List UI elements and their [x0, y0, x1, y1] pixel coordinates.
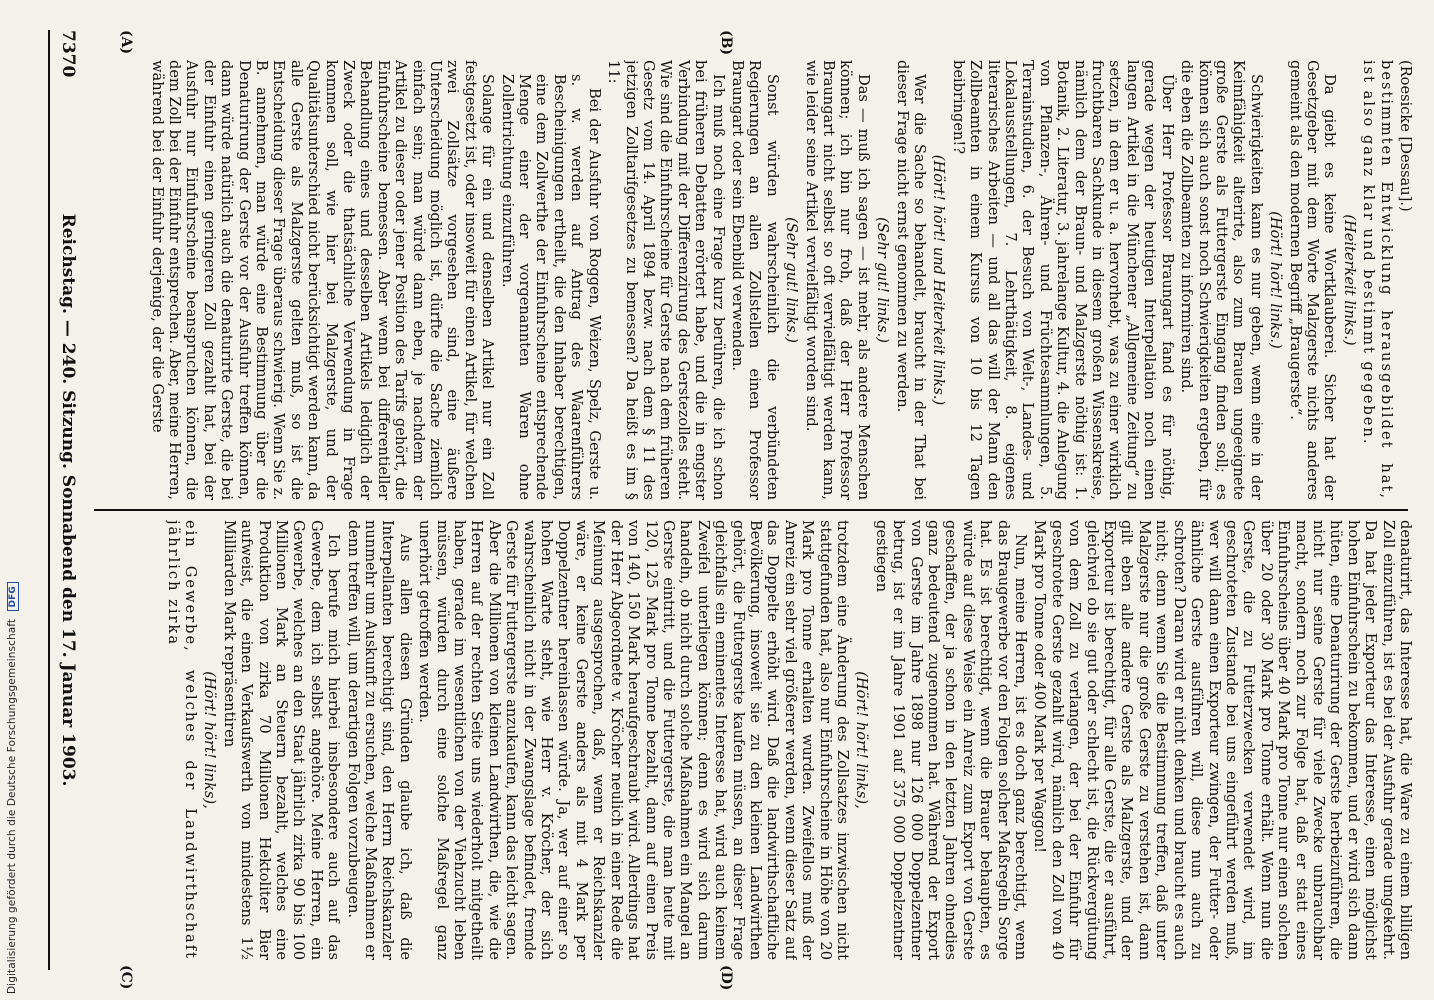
paragraph: bestimmten Entwicklung herausgebildet hat, ist also ganz klar und bestimmt gegeben.: [1360, 60, 1395, 500]
dfg-logo-icon: DFG: [7, 582, 19, 611]
margin-mark-c: (C): [118, 965, 134, 990]
column-divider: [94, 509, 1408, 511]
credit-text: Digitalisierung gefördert durch die Deutsche Forschungsgemeinschaft: [6, 618, 18, 994]
paragraph: (Hört! hört! links),: [853, 671, 871, 809]
paragraph: ein Gewerbe, welches der Landwirthschaft jährlich zirka: [164, 520, 199, 960]
margin-mark-b: (B): [718, 30, 734, 56]
paragraph: Aus allen diesen Gründen glaube ich, daß die Interpellanten berechtigt sind, den Herrn Reichskanzler nunmehr um Auskunft zu ersuchen, welche Maßnahmen er denn treffen will, um derartigen Folgen vorzubeugen.: [344, 520, 414, 960]
paragraph: (Roesicke [Dessau].): [1397, 60, 1414, 212]
paragraph: denaturirt, das Interesse hat, die Ware zu einem billigen Zoll einzuführen, ist es bei der Ausfuhr gerade umgekehrt. Da hat jeder Exporteur das Interesse, einen möglichst hohen Einfuhrschein zu bekommen, und er wird sich dann hüten, eine Denaturirung der Gerste herbeizuführen, die nicht nur seine Gerste für viele Zwecke unbrauchbar macht, sondern noch zur Folge hat, daß er statt eines Einfuhrscheins über 40 Mark pro Tonne nur einen solchen über 20 oder 30 Mark pro Tonne erhält. Wenn nun die Gerste, die zu Futterzwecken verwendet wird, im geschroteten Zustande bei uns eingeführt werden muß, wer will dann einen Exporteur zwingen, der Futter- oder ähnliche Gerste ausführen will, diese nun auch zu schroten? Daran wird er nicht denken und braucht es auch nicht; denn wenn Sie die Bestimmung treffen, daß unter Malzgerste nur die große Gerste zu verstehen ist, dann gilt eben alle andere Gerste als Malzgerste, und der Exporteur ist berechtigt, für alle Gerste, die er ausführt, gleichviel ob sie gut oder schlecht ist, die Rückvergütung von dem Zoll zu verlangen, der bei der Einfuhr für geschrotete Gerste gezahlt wird, nämlich den Zoll von 40 Mark pro Tonne oder 400 Mark per Waggon!: [1031, 520, 1414, 960]
paragraph: Schwierigkeiten kann es nur geben, wenn eine in der Keimfähigkeit alterirte, also zum Brauen ungeeignete große Gerste als Futtergerste Eingang finden soll; es können sich auch sonst noch Schwierigkeiten ergeben, für die eben die Zollbeamten zu informiren sind.: [1178, 60, 1265, 500]
paragraph: (Hört! hört! links.): [1267, 211, 1285, 349]
paragraph: Solange für ein und denselben Artikel nur ein Zoll festgesetzt ist, oder insoweit für einen Artikel, für welchen zwei Zollsätze vorgesehen sind, eine äußere Unterscheidung möglich ist, dürfte die Sache ziemlich einfach sein; man würde dann eben, je nachdem der Artikel zu dieser oder jener Position des Tarifs gehört, die Einfuhrscheine bemessen. Aber wenn bei differentieller Behandlung eines und desselben Artikels lediglich der Zweck oder die thatsächliche Verwendung in Frage kommen soll, wie hier bei Malzgerste, und der Qualitätsunterschied nicht berücksichtigt werden kann, da alle Gerste als Malzgerste gelten muß, so ist die Entscheidung dieser Frage überaus schwierig. Wenn Sie z. B. annehmen, man würde eine Bestimmung über die Denaturirung der Gerste vor der Ausfuhr treffen können, dann würde natürlich auch die denaturirte Gerste, die bei der Einfuhr einen geringeren Zoll gezahlt hat, bei der Ausfuhr nur Einfuhrscheine beanspruchen können, die dem Zoll bei der Einfuhr entsprechen. Aber, meine Herren, während bei der Einfuhr derjenige, der die Gerste: [148, 60, 497, 500]
margin-mark-a: (A): [118, 30, 134, 55]
margin-mark-d: (D): [718, 965, 734, 991]
paragraph: (Sehr gut! links.): [874, 217, 892, 343]
page-header: [48, 30, 84, 970]
right-column: [94, 520, 1414, 960]
paragraph: (Hört! hört! und Heiterkeit links.): [930, 154, 948, 406]
paragraph: Bei der Ausfuhr von Roggen, Weizen, Spelz, Gerste u. s. w. werden auf Antrag des Waarenführers Bescheinigungen ertheilt, die den Inhaber berechtigen, eine dem Zollwerthe der Einfuhrscheine entsprechende Menge einer der vorgenannten Waren ohne Zollentrichtung einzuführen.: [498, 74, 603, 500]
paragraph: Wer die Sache so behandelt, braucht in der That bei dieser Frage nicht ernst genommen zu werden.: [893, 60, 929, 500]
paragraph: Das — muß ich sagen — ist mehr, als andere Menschen können; ich bin nur froh, daß der Herr Professor Braungart nicht selbst so oft vervielfältigt werden kann, wie leider seine Artikel vervielfältigt worden sind.: [802, 60, 872, 500]
paragraph: Sonst würden wahrscheinlich die verbündeten Regierungen an allen Zollstellen einen Professor Braungart oder sein Ebenbild verwenden.: [728, 60, 781, 500]
paragraph: trotzdem eine Änderung des Zollsatzes inzwischen nicht stattgefunden hat, also nur Einfuhrscheine in Höhe von 20 Mark pro Tonne erhalten wurden. Zweifellos muß der Anreiz ein sehr viel größerer werden, wenn dieser Satz auf das Doppelte erhöht wird. Daß die landwirthschaftliche Bevölkerung, insoweit sie zu den kleinen Landwirthen gehört, die Futtergerste kaufen müssen, an dieser Frage gleichfalls ein eminentes Interesse hat, wird auch keinem Zweifel unterliegen können; denn es wird sich darum handeln, ob nicht durch solche Maßnahmen ein Mangel an Gerste eintritt, und die Futtergerste, die man heute mit 120, 125 Mark pro Tonne bezahlt, dann auf einen Preis von 140, 150 Mark heraufgeschraubt wird. Allerdings hat der Herr Abgeordnete v. Kröcher neulich in einer Rede die Meinung ausgesprochen, daß, wenn er Reichskanzler wäre, er keine Gerste anders als mit 4 Mark per Doppelzentner hereinlassen würde. Ja, wer auf einer so hohen Warte steht, wie Herr v. Kröcher, der sich wahrscheinlich nicht in der Zwangslage befindet, fremde Gerste für Futtergerste anzukaufen, kann das leicht sagen. Aber die Millionen von kleinen Landwirthen, die, wie die Herren auf der rechten Seite uns wiederholt mitgetheilt haben, gerade im wesentlichen von der Viehzucht leben müssen, würden durch eine solche Maßregel ganz unerhört getroffen werden.: [416, 520, 851, 960]
paragraph: (Heiterkeit links.): [1340, 214, 1358, 346]
paragraph: (Sehr gut! links.): [783, 217, 801, 343]
page-title: Reichstag. — 240. Sitzung. Sonnabend den 17. Januar 1903.: [58, 213, 78, 787]
paragraph: Ich berufe mich hierbei insbesondere auch auf das Gewerbe, dem ich selbst angehöre. Meine Herren, ein Gewerbe, welches an den Staat jährlich zirka 90 bis 100 Millionen Mark an Steuern bezahlt, welches eine Produktion von zirka 70 Millionen Hektoliter Bier aufweist, die einen Verkaufswerth von mindestens 1½ Milliarden Mark repräsentiren: [220, 520, 343, 960]
paragraph: Nun, meine Herren, ist es doch ganz berechtigt, wenn das Braugewerbe vor den Folgen solcher Maßregeln Sorge hat. Es ist berechtigt, wenn die Brauer behaupten, es würde auf diese Weise ein Anreiz zum Export von Gerste geschaffen, der ja schon in den letzten Jahren ohnedies ganz bedeutend zugenommen hat. Während der Export von Gerste im Jahre 1898 nur 126 000 Doppelzentner betrug, ist er im Jahre 1901 auf 375 000 Doppelzentner gestiegen: [872, 520, 1030, 960]
left-column: [94, 60, 1414, 500]
paragraph: Ich muß noch eine Frage kurz berühren, die ich schon bei früheren Debatten erörtert habe, und die in engster Verbindung mit der Differenzirung des Gerstezolles steht. Wie sind die Einfuhrscheine für Gerste nach dem früheren Gesetz vom 14. April 1894 bezw. nach dem § 11 des jetzigen Zolltarifgesetzes zu bemessen? Da heißt es im § 11:: [605, 60, 727, 500]
digitization-credit: [6, 582, 19, 994]
paragraph: Da giebt es keine Wortklauberei. Sicher hat der Gesetzgeber mit dem Worte Malzgerste nichts anderes gemeint als den modernen Begriff „Braugerste“.: [1286, 60, 1339, 500]
paragraph: (Hört! hört! links),: [201, 671, 219, 809]
page-number: 7370: [58, 30, 78, 78]
paragraph: Über Herr Professor Braungart fand es für nöthig, gerade wegen der heutigen Interpellation noch einen langen Artikel in die Münchener „Allgemeine Zeitung“ zu setzen, in dem er u. a. hervorhebt, was zu einer wirklich fruchtbaren Sachkunde in diesem großen Wissenskreise, nämlich dem der Braun- und Malzgerste nöthig ist: 1. Botanik, 2. Literatur, 3. jahrelange Kultur, 4. die Anlegung von Pflanzen-, Ähren- und Früchtesammlungen, 5. Terrainstudien, 6. der Besuch von Welt-, Landes- und Lokalausstellungen, 7. Lehrthätigkeit, 8. eigenes literarisches Arbeiten — und all das will der Mann den Zollbeamten in einem Kursus von 10 bis 12 Tagen beibringen!?: [949, 60, 1176, 500]
